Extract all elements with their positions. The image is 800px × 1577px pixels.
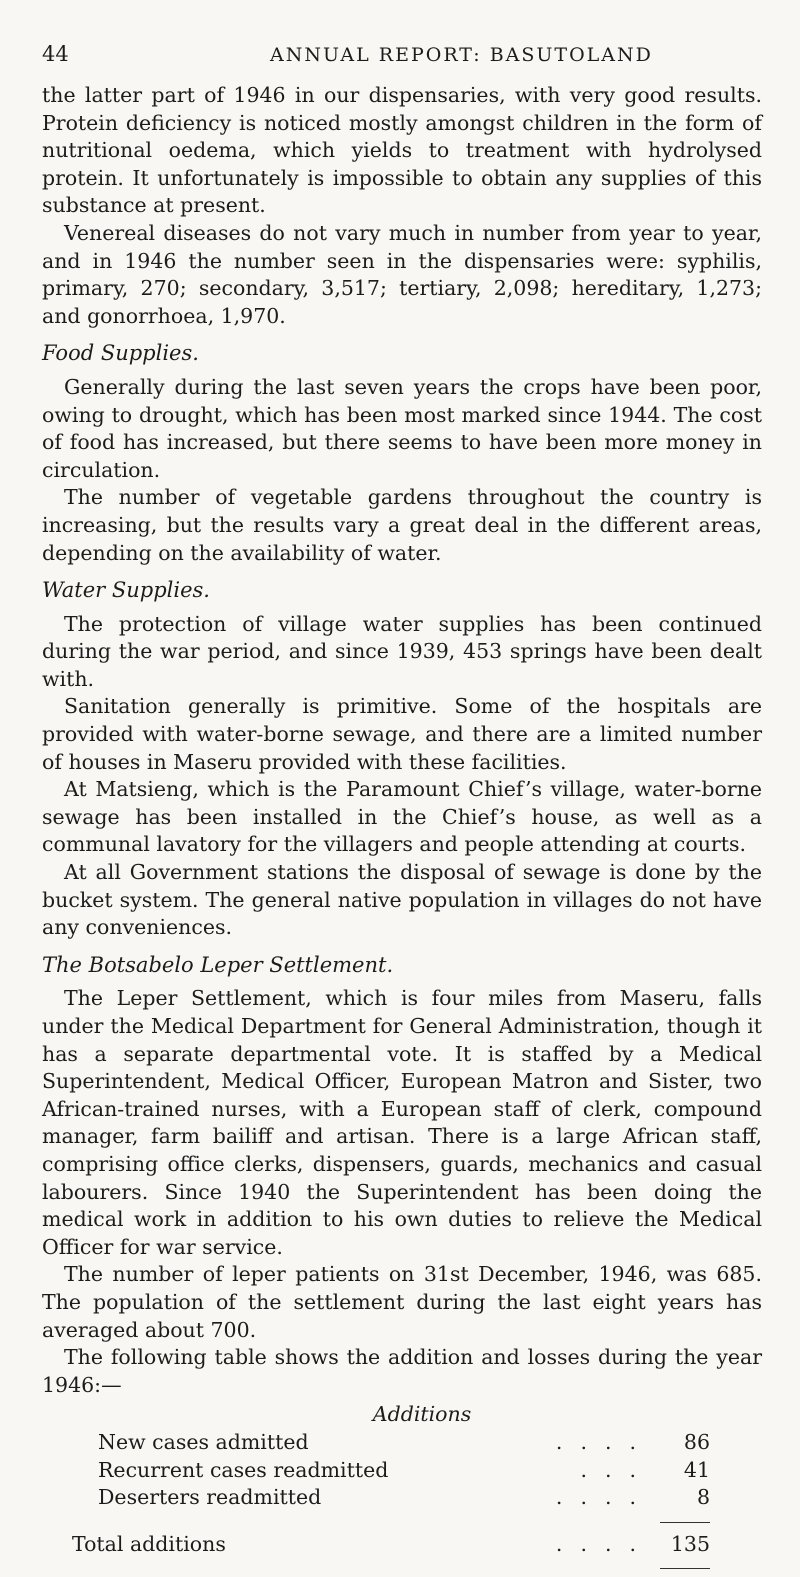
paragraph-gardens: The number of vegetable gardens throughout the country is increasing, but the results vary a great deal in the different areas, depending on the availability of water. xyxy=(42,485,762,565)
heading-water-supplies: Water Supplies. xyxy=(42,578,210,603)
paragraph-leper-admin: The Leper Settlement, which is four miles from Maseru, falls under the Medical Department for General Administration, though it has a separate departmental vote. It is staffed by a Medical Superintendent, Medical Officer, European Matron and Sister, two African-trained nurses, with a European staff of clerk, compound manager, farm bailiff and artisan. There is a large African staff, comprising office clerks, dispensers, guards, mechanics and casual labourers. Since 1940 the Superintendent has been doing the medical work in addition to his own duties to relieve the Medical Officer for war service. xyxy=(42,986,762,1259)
table-row xyxy=(98,1457,710,1485)
row-label: Recurrent cases readmitted xyxy=(98,1457,389,1482)
additions-caption: Additions xyxy=(372,1402,472,1427)
total-row xyxy=(72,1531,710,1559)
paragraph-springs: The protection of village water supplies has been continued during the war period, and since 1939, 453 springs have been dealt with. xyxy=(42,611,762,691)
total-rule xyxy=(660,1568,710,1569)
row-value: 8 xyxy=(696,1485,710,1510)
row-value: 86 xyxy=(683,1429,710,1454)
sum-rule-wrap xyxy=(98,1512,710,1531)
row-label: New cases admitted xyxy=(98,1429,309,1454)
body-text xyxy=(42,82,762,1577)
running-title: ANNUAL REPORT: BASUTOLAND xyxy=(270,44,653,66)
leader-dots: .... xyxy=(555,1531,654,1556)
page-header xyxy=(42,42,762,72)
paragraph-leper-patients: The number of leper patients on 31st December, 1946, was 685. The population of the settlement during the last eight years has averaged about 700. xyxy=(42,1262,762,1342)
page-number: 44 xyxy=(42,42,69,66)
total-rule-wrap xyxy=(72,1558,710,1577)
table-row xyxy=(98,1484,710,1512)
paragraph-table-intro: The following table shows the addition and losses during the year 1946:— xyxy=(42,1345,762,1397)
leader-dots: ... xyxy=(580,1457,654,1482)
leader-dots: .... xyxy=(555,1429,654,1454)
paragraph-matsieng: At Matsieng, which is the Paramount Chief’s village, water-borne sewage has been installed in the Chief’s house, as well as a communal lavatory for the villagers and people attending at courts. xyxy=(42,777,762,857)
sum-rule xyxy=(660,1522,710,1523)
table-row xyxy=(98,1429,710,1457)
total-label: Total additions xyxy=(72,1531,226,1556)
row-label: Deserters readmitted xyxy=(98,1485,322,1510)
total-value: 135 xyxy=(670,1531,710,1556)
row-value: 41 xyxy=(683,1457,710,1482)
additions-table xyxy=(98,1429,710,1531)
paragraph-crops: Generally during the last seven years the crops have been poor, owing to drought, which has been most marked since 1944. The cost of food has increased, but there seems to have been more money in circulation. xyxy=(42,374,762,482)
heading-leper-settlement: The Botsabelo Leper Settlement. xyxy=(42,952,394,977)
paragraph-protein: the latter part of 1946 in our dispensaries, with very good results. Protein deficiency is noticed mostly amongst children in the form of nutritional oedema, which yields to treatment with hydrolysed protein. It unfortunately is impossible to obtain any supplies of this substance at present. xyxy=(42,83,762,218)
paragraph-venereal: Venereal diseases do not vary much in number from year to year, and in 1946 the number seen in the dispensaries were: syphilis, primary, 270; secondary, 3,517; tertiary, 2,098; hereditary, 1,273; and gonorrhoea, 1,970. xyxy=(42,220,762,328)
paragraph-bucket-system: At all Government stations the disposal of sewage is done by the bucket system. The general native population in villages do not have any conveniences. xyxy=(42,860,762,940)
paragraph-sanitation: Sanitation generally is primitive. Some of the hospitals are provided with water-borne sewage, and there are a limited number of houses in Maseru provided with these facilities. xyxy=(42,694,762,774)
leader-dots: .... xyxy=(555,1485,654,1510)
additions-total xyxy=(72,1531,710,1577)
heading-food-supplies: Food Supplies. xyxy=(42,341,199,366)
